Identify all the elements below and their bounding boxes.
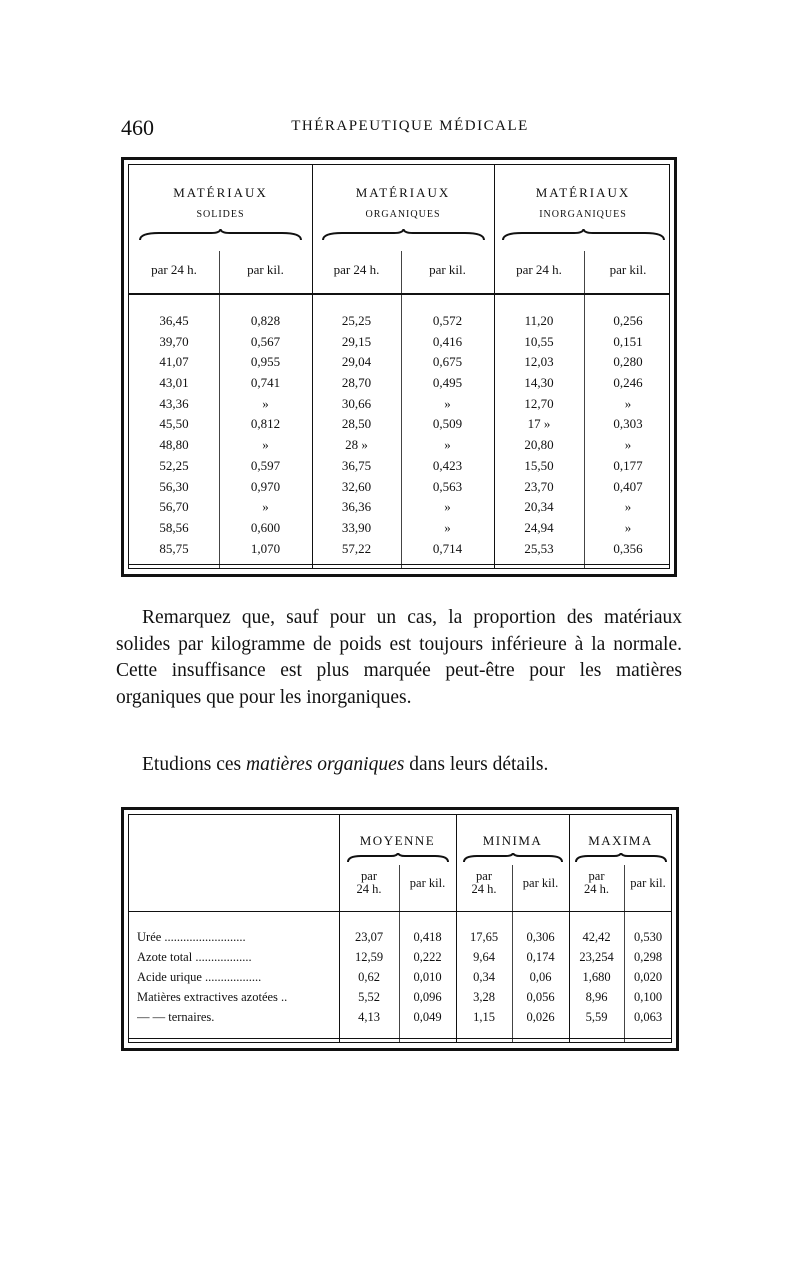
- brace-organiques: [322, 229, 485, 241]
- organic-details-table: [121, 807, 679, 1051]
- table-cell: 0,530: [633, 930, 663, 944]
- table-cell: 28,70: [341, 375, 372, 391]
- col-header-par: par: [361, 869, 377, 883]
- table-cell: 85,75: [159, 540, 189, 556]
- col-header: par kil.: [429, 262, 466, 277]
- table-cell: 0,495: [432, 375, 463, 391]
- table-cell: 20,34: [524, 499, 554, 515]
- brace-moyenne: [347, 853, 449, 863]
- paragraph-etudions: [116, 752, 682, 779]
- col-header-maxima-kil: par kil.: [630, 876, 666, 890]
- paragraph-etudions-emphasis: matières organiques: [245, 754, 405, 775]
- table-cell: 12,70: [524, 395, 554, 411]
- table-cell: 11,20: [524, 313, 554, 328]
- group-subtitle-inorganiques: INORGANIQUES: [539, 209, 627, 220]
- table-cell: »: [262, 395, 269, 411]
- group-title-maxima: MAXIMA: [588, 833, 653, 848]
- table-cell: 0,256: [613, 313, 643, 328]
- table-cell: 0,100: [633, 990, 663, 1004]
- table-cell: 42,42: [582, 930, 611, 944]
- table-cell: 0,020: [633, 970, 663, 984]
- col-header-par: par: [476, 869, 492, 883]
- table-cell: 0,063: [633, 1010, 663, 1024]
- column-organiques-kil: [401, 311, 494, 559]
- table-cell: 0,34: [473, 970, 495, 984]
- header-rule: [129, 911, 671, 912]
- group-subtitle-organiques: ORGANIQUES: [365, 209, 441, 220]
- table-cell: 0,423: [432, 457, 463, 473]
- header-rule: [129, 293, 669, 295]
- table-cell: 0,597: [250, 457, 281, 473]
- table-cell: 29,04: [341, 354, 372, 370]
- col-header-minima-24h: [456, 870, 512, 896]
- table-cell: 0,056: [526, 990, 555, 1004]
- table-cell: 0,416: [432, 333, 463, 349]
- table-cell: 0,714: [432, 540, 463, 556]
- table-cell: »: [262, 437, 269, 453]
- materials-table: [121, 157, 677, 577]
- table-cell: »: [262, 499, 269, 515]
- table-cell: 36,75: [341, 457, 372, 473]
- table-cell: »: [624, 395, 632, 411]
- col-header-moyenne-kil: par kil.: [409, 876, 446, 890]
- table-cell: 33,90: [341, 519, 372, 535]
- col-header: par 24 h.: [151, 262, 197, 277]
- table-cell: 0,828: [250, 313, 281, 328]
- table-cell: 17 »: [527, 416, 551, 432]
- table-cell: 5,59: [585, 1010, 608, 1024]
- row-label: Matières extractives azotées ..: [137, 990, 288, 1004]
- table-cell: 23,254: [579, 950, 614, 964]
- table-cell: 0,812: [250, 416, 281, 432]
- table-cell: 0,174: [526, 950, 555, 964]
- running-title: THÉRAPEUTIQUE MÉDICALE: [291, 118, 529, 134]
- table-cell: 4,13: [358, 1010, 380, 1024]
- table-cell: 9,64: [473, 950, 495, 964]
- table-cell: 25,25: [341, 313, 372, 328]
- table-cell: 39,70: [159, 333, 189, 349]
- table-cell: 17,65: [469, 930, 499, 944]
- group-title-organiques: MATÉRIAUX: [355, 185, 451, 200]
- table-cell: 20,80: [524, 437, 554, 453]
- table-cell: »: [624, 437, 632, 453]
- table-cell: »: [624, 519, 632, 535]
- table-cell: 0,280: [613, 354, 643, 370]
- table-cell: 0,222: [413, 950, 442, 964]
- table-cell: 0,151: [613, 333, 643, 349]
- table-cell: 0,509: [432, 416, 463, 432]
- table-cell: 25,53: [524, 540, 554, 556]
- table-cell: 0,62: [358, 970, 380, 984]
- col-header: par 24 h.: [516, 262, 562, 277]
- paragraph-remarque: Remarquez que, sauf pour un cas, la proportion des matériaux solides par kilogramme de poids est toujours inférieure à la normale. Cette insuffisance est plus marquée peut-être pour les matières organiques que pour les inorganiques.: [116, 607, 682, 708]
- brace-inorganiques: [502, 229, 665, 241]
- table-cell: 14,30: [524, 375, 554, 391]
- table-cell: 0,06: [529, 970, 552, 984]
- row-label: — — ternaires.: [137, 1010, 215, 1024]
- table-cell: »: [624, 499, 632, 515]
- table-cell: 28,50: [341, 416, 372, 432]
- table-cell: 0,563: [432, 478, 463, 494]
- column-solides-kil: [219, 311, 312, 559]
- table-cell: 0,298: [633, 950, 663, 964]
- table-cell: 12,03: [524, 354, 554, 370]
- column-inorganiques-24h: [494, 311, 584, 559]
- column-maxima-24h: [569, 927, 624, 1027]
- table-cell: »: [444, 437, 451, 453]
- col-header-24h: 24 h.: [356, 882, 382, 896]
- table-cell: 48,80: [159, 437, 189, 453]
- table-cell: 10,55: [524, 333, 554, 349]
- table-cell: 1,15: [473, 1010, 495, 1024]
- col-header-minima-kil: par kil.: [522, 876, 559, 890]
- table-cell: 0,955: [250, 354, 281, 370]
- table-cell: 23,07: [354, 930, 384, 944]
- footer-rule: [129, 1038, 671, 1039]
- column-organiques-24h: [312, 311, 401, 559]
- table-cell: 5,52: [358, 990, 380, 1004]
- table-cell: 56,70: [159, 499, 189, 515]
- column-moyenne-kil: [399, 927, 456, 1027]
- table-cell: 3,28: [473, 990, 495, 1004]
- table-cell: 0,010: [413, 970, 442, 984]
- table-cell: »: [444, 395, 451, 411]
- footer-rule: [129, 564, 669, 565]
- brace-maxima: [575, 853, 667, 863]
- table-cell: 24,94: [524, 519, 554, 535]
- paragraph-etudions-end: dans leurs détails.: [404, 754, 549, 775]
- row-label: Azote total ..................: [137, 950, 252, 964]
- table-cell: 0,026: [526, 1010, 555, 1024]
- group-title-minima: MINIMA: [482, 833, 543, 848]
- table-cell: 0,246: [613, 375, 643, 391]
- table-cell: 43,01: [159, 375, 189, 391]
- table-cell: 0,407: [613, 478, 643, 494]
- table-cell: »: [444, 519, 451, 535]
- paragraph-etudions-start: Etudions ces: [142, 754, 246, 775]
- table-cell: 1,680: [582, 970, 611, 984]
- table-cell: »: [444, 499, 451, 515]
- col-header-24h: 24 h.: [584, 882, 609, 896]
- table-cell: 15,50: [524, 457, 554, 473]
- column-solides-24h: [129, 311, 219, 559]
- col-header: par kil.: [247, 262, 284, 277]
- table-cell: 8,96: [585, 990, 608, 1004]
- table-cell: 36,36: [341, 499, 372, 515]
- table-cell: 0,418: [413, 930, 442, 944]
- row-label: Acide urique ..................: [137, 970, 262, 984]
- table-cell: 58,56: [159, 519, 189, 535]
- table-cell: 0,096: [413, 990, 442, 1004]
- table-cell: 57,22: [341, 540, 372, 556]
- column-minima-24h: [456, 927, 512, 1027]
- col-header-24h: 24 h.: [471, 882, 497, 896]
- table-cell: 0,049: [413, 1010, 442, 1024]
- table-cell: 32,60: [341, 478, 372, 494]
- table-cell: 0,567: [250, 333, 281, 349]
- group-title-solides: MATÉRIAUX: [173, 185, 268, 200]
- page-number: 460: [121, 115, 154, 140]
- table-cell: 0,600: [250, 519, 281, 535]
- table-cell: 29,15: [341, 333, 372, 349]
- table-cell: 0,572: [432, 313, 463, 328]
- column-maxima-kil: [624, 927, 672, 1027]
- brace-solides: [139, 229, 302, 241]
- table-cell: 0,970: [250, 478, 281, 494]
- col-header: par kil.: [609, 262, 647, 277]
- column-minima-kil: [512, 927, 569, 1027]
- table-cell: 56,30: [159, 478, 189, 494]
- table-cell: 0,741: [250, 375, 281, 391]
- group-subtitle-solides: SOLIDES: [196, 209, 245, 220]
- table-cell: 41,07: [159, 354, 189, 370]
- row-labels: [137, 927, 337, 1027]
- col-header: par 24 h.: [333, 262, 380, 277]
- table-cell: 52,25: [159, 457, 189, 473]
- table-cell: 45,50: [159, 416, 189, 432]
- table-cell: 0,356: [613, 540, 643, 556]
- table-cell: 30,66: [341, 395, 372, 411]
- group-title-inorganiques: MATÉRIAUX: [535, 185, 631, 200]
- row-label: Urée ..........................: [137, 930, 246, 944]
- table-cell: 43,36: [159, 395, 189, 411]
- table-cell: 36,45: [159, 313, 189, 328]
- group-title-moyenne: MOYENNE: [359, 833, 436, 848]
- table-cell: 0,303: [613, 416, 643, 432]
- table-cell: 1,070: [250, 540, 281, 556]
- table-cell: 23,70: [524, 478, 554, 494]
- column-inorganiques-kil: [584, 311, 672, 559]
- table-cell: 0,306: [526, 930, 555, 944]
- brace-minima: [463, 853, 563, 863]
- col-header-maxima-24h: [569, 870, 624, 896]
- column-moyenne-24h: [339, 927, 399, 1027]
- table-cell: 0,177: [613, 457, 643, 473]
- table-cell: 0,675: [432, 354, 463, 370]
- table-cell: 28 »: [345, 437, 368, 453]
- materials-table-frame: [128, 164, 670, 569]
- organic-details-frame: [128, 814, 672, 1043]
- col-header-par: par: [588, 869, 605, 883]
- col-header-moyenne-24h: [339, 870, 399, 896]
- table-cell: 12,59: [354, 950, 384, 964]
